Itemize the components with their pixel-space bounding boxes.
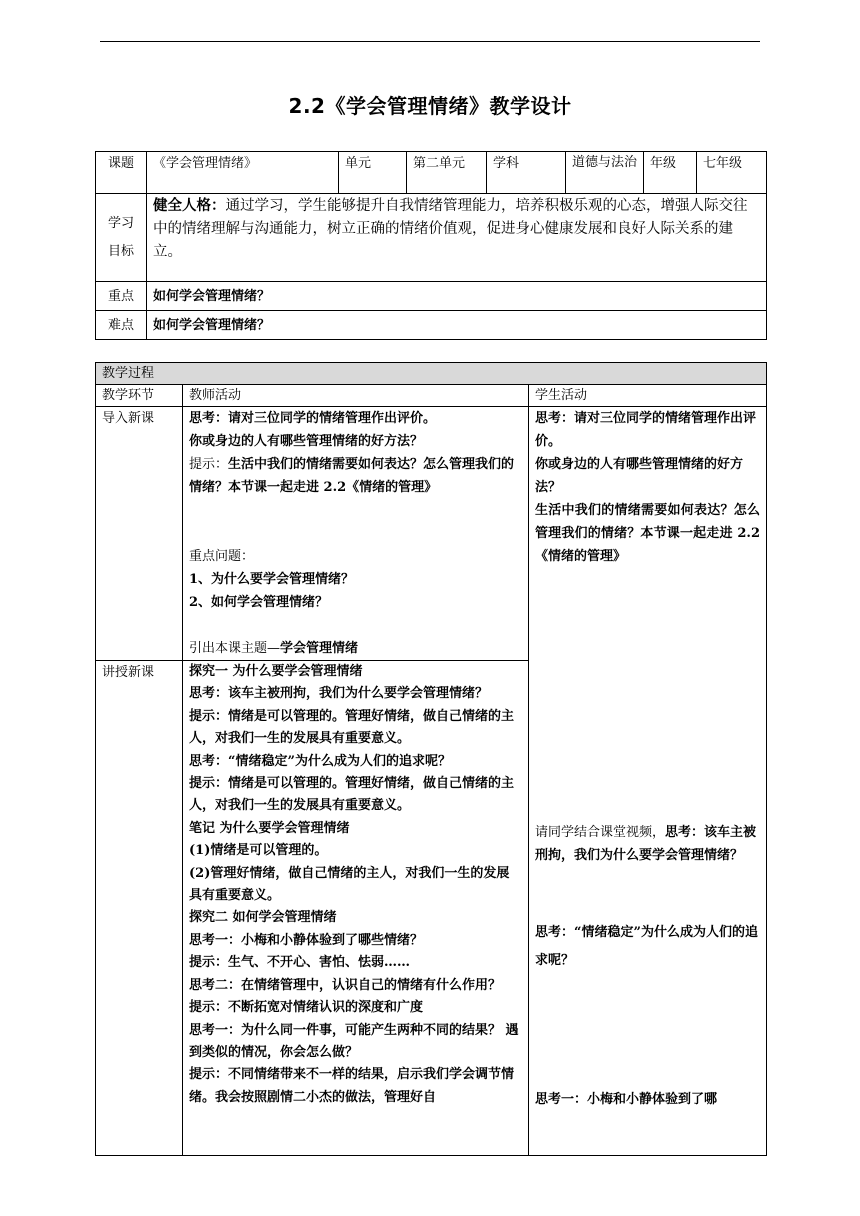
lecture-line: 提示：不同情绪带来不一样的结果，启示我们学会调节情绪。我会按照剧情二小杰的做法，管理好自 — [189, 1067, 515, 1105]
intro-hint-text: 生活中我们的情绪需要如何表达？怎么管理我们的情绪？本节课一起走进 2.2《情绪的管理》 — [189, 457, 515, 495]
lecture-line: 思考一：小梅和小静体验到了哪些情绪？ — [189, 932, 424, 948]
lecture-line: 提示：情绪是可以管理的。管理好情绪，做自己情绪的主人，对我们一生的发展具有重要意义。 — [189, 708, 515, 747]
goal-label-line-2: 目标 — [107, 243, 134, 259]
intro-row — [96, 407, 767, 661]
student-line: 生活中我们的情绪需要如何表达？怎么管理我们的情绪？本节课一起走进 2.2《情绪的管理》 — [535, 503, 760, 564]
difficulty-label: 难点 — [96, 311, 147, 340]
difficulty-row — [96, 311, 767, 340]
intro-line: 你或身边的人有哪些管理情绪的好方法？ — [189, 434, 424, 449]
key-label: 重点 — [96, 282, 147, 311]
key-value: 如何学会管理情绪？ — [147, 282, 767, 311]
lecture-line: (1)情绪是可以管理的。 — [189, 843, 328, 859]
student-activity — [529, 407, 767, 1156]
student-line-bold: 思考：该车主被刑拘，我们为什么要学会管理情绪？ — [535, 825, 757, 863]
student-line: 你或身边的人有哪些管理情绪的好方法？ — [535, 457, 744, 495]
intro-topic-prefix: 引出本课主题— — [189, 641, 281, 656]
student-line-prefix: 请同学结合课堂视频， — [535, 825, 666, 840]
intro-line: 2、如何学会管理情绪？ — [189, 595, 329, 610]
intro-teacher — [183, 407, 529, 661]
intro-line: 1、为什么要学会管理情绪？ — [189, 572, 355, 587]
grade-value: 七年级 — [697, 152, 767, 194]
intro-hint — [189, 453, 522, 499]
col-student: 学生活动 — [529, 385, 767, 407]
topic-value: 《学会管理情绪》 — [147, 152, 339, 194]
student-line: 思考：“情绪稳定”为什么成为人们的追求呢？ — [535, 925, 758, 968]
grade-label: 年级 — [644, 152, 697, 194]
intro-topic-bold: 学会管理情绪 — [280, 641, 359, 656]
intro-topic — [189, 637, 522, 660]
lecture-line: 提示：情绪是可以管理的。管理好情绪，做自己情绪的主人，对我们一生的发展具有重要意义。 — [189, 776, 515, 814]
student-line — [535, 821, 760, 867]
subject-label: 学科 — [487, 152, 566, 194]
lecture-line: 思考：该车主被刑拘，我们为什么要学会管理情绪？ — [189, 686, 489, 702]
intro-line: 思考：请对三位同学的情绪管理作出评价。 — [189, 411, 437, 426]
course-info-table — [95, 151, 767, 340]
goal-bold-heading: 健全人格： — [153, 197, 226, 214]
lecture-line: 探究一 为什么要学会管理情绪 — [189, 664, 363, 679]
difficulty-value: 如何学会管理情绪？ — [147, 311, 767, 340]
goal-label-line-1: 学习 — [107, 215, 134, 231]
process-columns-row — [96, 385, 767, 407]
process-header-row — [96, 363, 767, 385]
unit-value: 第二单元 — [407, 152, 487, 194]
lecture-line: (2)管理好情绪，做自己情绪的主人，对我们一生的发展具有重要意义。 — [189, 865, 510, 904]
header-rule — [100, 41, 760, 42]
student-line: 思考：请对三位同学的情绪管理作出评价。 — [535, 411, 757, 449]
goal-label — [96, 194, 147, 282]
goal-body: 通过学习，学生能够提升自我情绪管理能力，培养积极乐观的心态，增强人际交往中的情绪理解与沟通能力，树立正确的情绪价值观，促进身心健康发展和良好人际关系的建立。 — [153, 198, 748, 260]
lecture-stage: 讲授新课 — [96, 661, 183, 1156]
lecture-line: 思考：“情绪稳定”为什么成为人们的追求呢？ — [189, 753, 451, 769]
page-title: 2.2《学会管理情绪》教学设计 — [288, 94, 572, 118]
topic-label: 课题 — [96, 152, 147, 194]
lecture-line: 笔记 为什么要学会管理情绪 — [189, 820, 350, 836]
lecture-line: 提示：不断拓宽对情绪认识的深度和广度 — [189, 1000, 424, 1016]
lecture-line: 思考二：在情绪管理中，认识自己的情绪有什么作用？ — [189, 977, 502, 993]
lecture-teacher — [183, 661, 529, 1156]
subject-value: 道德与法治 — [566, 152, 644, 194]
lecture-line: 探究二 如何学会管理情绪 — [189, 910, 337, 926]
col-teacher: 教师活动 — [183, 385, 529, 407]
col-stage: 教学环节 — [96, 385, 183, 407]
goal-row — [96, 194, 767, 282]
intro-key-questions-label: 重点问题： — [189, 549, 255, 564]
lecture-line: 提示：生气、不开心、害怕、怯弱…… — [189, 955, 411, 971]
info-row — [96, 152, 767, 194]
lecture-line: 思考一：为什么同一件事，可能产生两种不同的结果？ 遇到类似的情况，你会怎么做？ — [189, 1022, 519, 1060]
intro-stage: 导入新课 — [96, 407, 183, 661]
teaching-process-table — [95, 362, 767, 1156]
process-header: 教学过程 — [96, 363, 767, 385]
key-row — [96, 282, 767, 311]
intro-hint-prefix: 提示： — [189, 457, 229, 472]
student-line: 思考一：小梅和小静体验到了哪 — [535, 1092, 718, 1107]
goal-text — [147, 194, 767, 282]
unit-label: 单元 — [339, 152, 407, 194]
